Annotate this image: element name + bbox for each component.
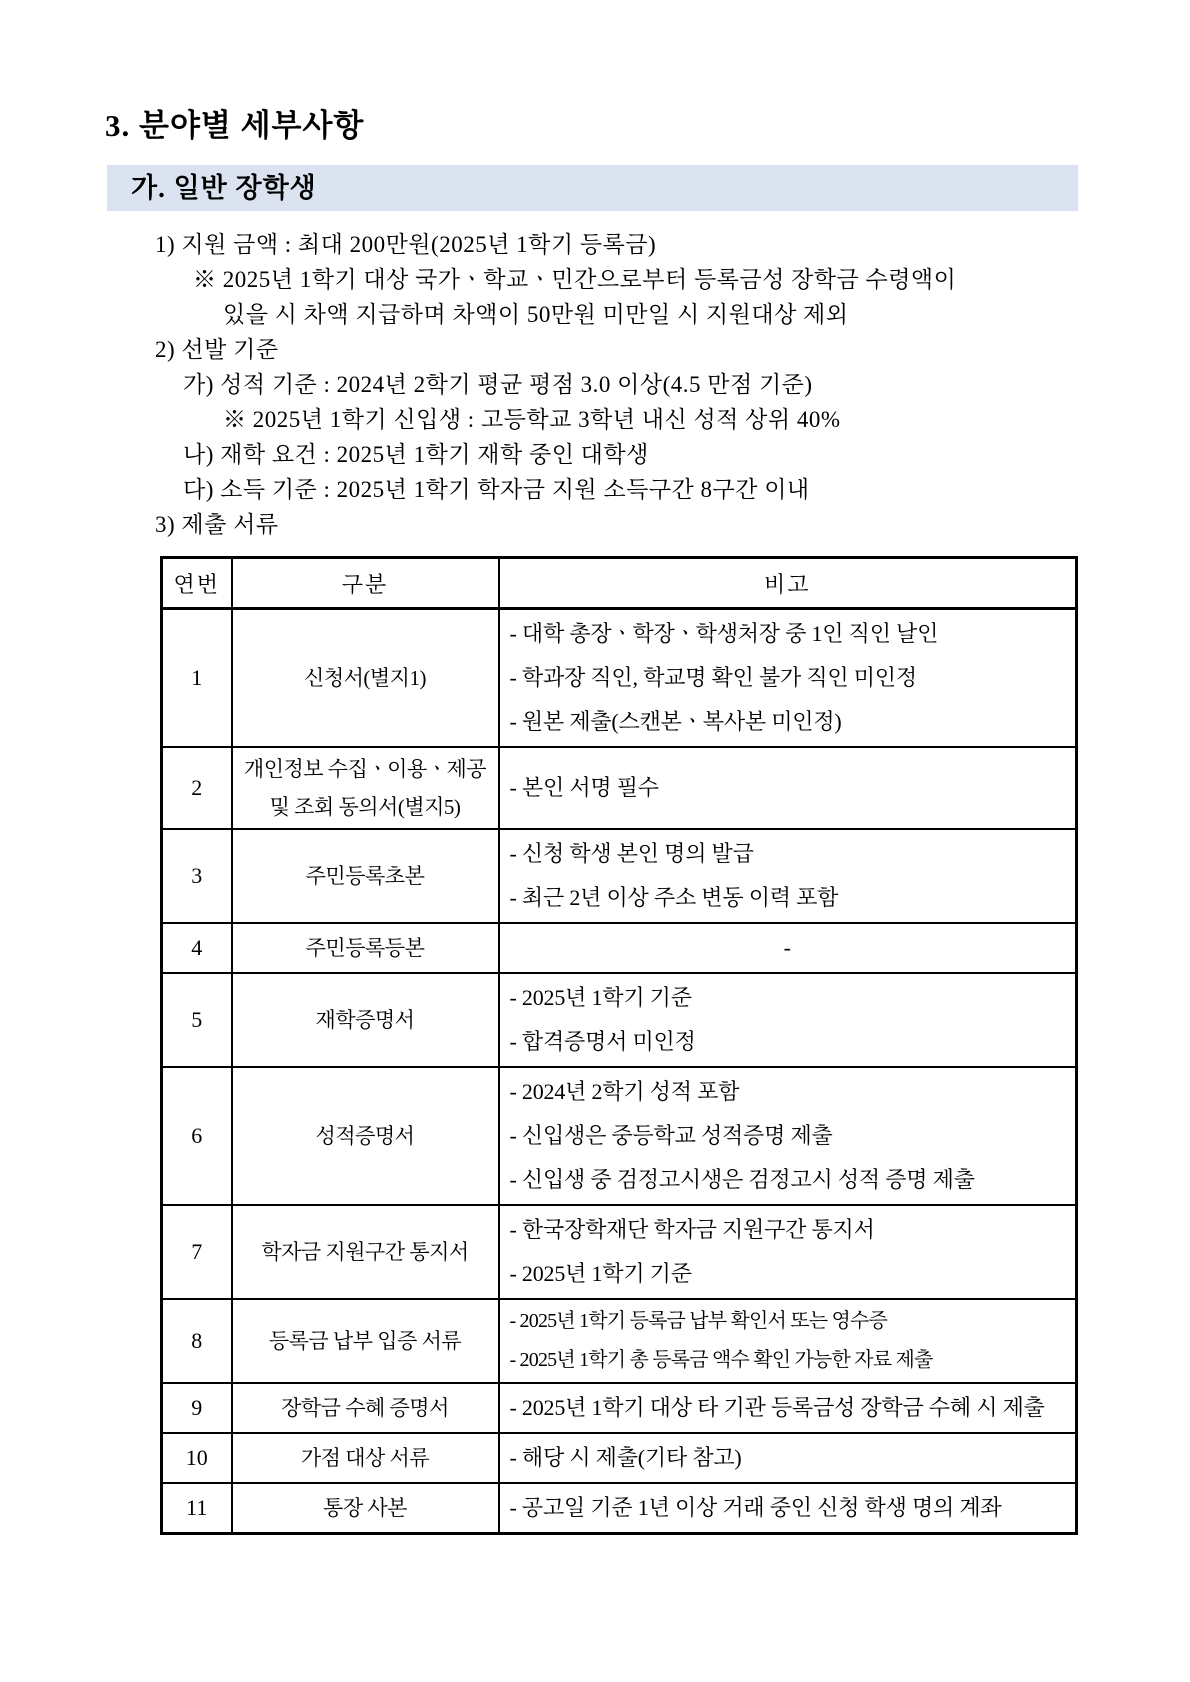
table-header-row — [162, 558, 1077, 609]
row-category-cell: 통장 사본 — [232, 1483, 499, 1534]
list-item: ※ 2025년 1학기 신입생 : 고등학교 3학년 내신 성적 상위 40% — [223, 407, 841, 432]
table-row — [162, 1433, 1077, 1483]
note-line: - 2025년 1학기 기준 — [509, 1261, 692, 1286]
row-number-cell: 8 — [162, 1299, 232, 1383]
note-line: - 신입생은 중등학교 성적증명 제출 — [509, 1123, 833, 1148]
note-line: - 학과장 직인, 학교명 확인 불가 직인 미인정 — [509, 665, 917, 690]
table-row — [162, 1299, 1077, 1383]
row-notes-cell — [499, 829, 1077, 923]
row-category-cell: 주민등록등본 — [232, 923, 499, 973]
list-item: 1) 지원 금액 : 최대 200만원(2025년 1학기 등록금) — [155, 232, 657, 257]
note-line: - 신입생 중 검정고시생은 검정고시 성적 증명 제출 — [509, 1167, 975, 1192]
page-title: 3. 분야별 세부사항 — [105, 108, 365, 143]
note-line: - 2025년 1학기 등록금 납부 확인서 또는 영수증 — [509, 1310, 888, 1332]
row-notes-cell — [499, 1067, 1077, 1205]
note-line: - 2025년 1학기 기준 — [509, 985, 692, 1010]
note-line: - 2025년 1학기 대상 타 기관 등록금성 장학금 수혜 시 제출 — [509, 1395, 1045, 1420]
table-row — [162, 1067, 1077, 1205]
section-header-label: 가. 일반 장학생 — [131, 173, 317, 203]
note-line: - 대학 총장ㆍ학장ㆍ학생처장 중 1인 직인 날인 — [509, 621, 939, 646]
row-category-cell: 개인정보 수집ㆍ이용ㆍ제공 및 조회 동의서(별지5) — [232, 747, 499, 829]
row-category-cell: 등록금 납부 입증 서류 — [232, 1299, 499, 1383]
table-row — [162, 609, 1077, 748]
row-notes-cell — [499, 973, 1077, 1067]
row-notes-cell — [499, 609, 1077, 748]
list-item: ※ 2025년 1학기 대상 국가ㆍ학교ㆍ민간으로부터 등록금성 장학금 수령액이 — [193, 267, 957, 292]
row-category-cell: 성적증명서 — [232, 1067, 499, 1205]
detail-list — [155, 227, 1190, 542]
note-line: - 2024년 2학기 성적 포함 — [509, 1079, 740, 1104]
row-number-cell: 1 — [162, 609, 232, 748]
row-number-cell: 2 — [162, 747, 232, 829]
note-line: - 본인 서명 필수 — [509, 775, 659, 800]
column-header-number: 연번 — [162, 558, 232, 609]
list-item: 2) 선발 기준 — [155, 337, 279, 362]
column-header-category: 구분 — [232, 558, 499, 609]
row-notes-cell — [499, 1483, 1077, 1534]
row-number-cell: 10 — [162, 1433, 232, 1483]
table-row — [162, 829, 1077, 923]
row-notes-cell — [499, 747, 1077, 829]
row-number-cell: 4 — [162, 923, 232, 973]
table-row — [162, 747, 1077, 829]
note-line: - 원본 제출(스캔본ㆍ복사본 미인정) — [509, 709, 842, 734]
row-category-cell: 가점 대상 서류 — [232, 1433, 499, 1483]
row-number-cell: 7 — [162, 1205, 232, 1299]
row-notes-cell — [499, 1299, 1077, 1383]
list-item: 가) 성적 기준 : 2024년 2학기 평균 평점 3.0 이상(4.5 만점 기준) — [183, 372, 813, 397]
table-row — [162, 1383, 1077, 1433]
row-category-cell: 장학금 수혜 증명서 — [232, 1383, 499, 1433]
list-item: 다) 소득 기준 : 2025년 1학기 학자금 지원 소득구간 8구간 이내 — [183, 477, 810, 502]
note-line: - 최근 2년 이상 주소 변동 이력 포함 — [509, 885, 839, 910]
table-row — [162, 1483, 1077, 1534]
row-category-cell: 학자금 지원구간 통지서 — [232, 1205, 499, 1299]
row-number-cell: 5 — [162, 973, 232, 1067]
row-number-cell: 9 — [162, 1383, 232, 1433]
row-notes-cell — [499, 1383, 1077, 1433]
note-line: - 신청 학생 본인 명의 발급 — [509, 841, 754, 866]
row-category-cell: 재학증명서 — [232, 973, 499, 1067]
note-line: - 2025년 1학기 총 등록금 액수 확인 가능한 자료 제출 — [509, 1349, 933, 1371]
column-header-notes: 비고 — [499, 558, 1077, 609]
note-line: - 합격증명서 미인정 — [509, 1029, 696, 1054]
note-line: - 공고일 기준 1년 이상 거래 중인 신청 학생 명의 계좌 — [509, 1495, 1002, 1520]
note-line: - 해당 시 제출(기타 참고) — [509, 1445, 742, 1470]
row-number-cell: 3 — [162, 829, 232, 923]
list-item: 나) 재학 요건 : 2025년 1학기 재학 중인 대학생 — [183, 442, 649, 467]
list-item: 있을 시 차액 지급하며 차액이 50만원 미만일 시 지원대상 제외 — [223, 302, 849, 327]
note-line: - 한국장학재단 학자금 지원구간 통지서 — [509, 1217, 875, 1242]
table-row — [162, 923, 1077, 973]
row-number-cell: 6 — [162, 1067, 232, 1205]
table-row — [162, 973, 1077, 1067]
list-item: 3) 제출 서류 — [155, 512, 279, 537]
row-notes-cell — [499, 923, 1077, 973]
section-header — [107, 165, 1078, 211]
note-line: - — [783, 935, 791, 960]
row-notes-cell — [499, 1433, 1077, 1483]
row-category-cell: 신청서(별지1) — [232, 609, 499, 748]
table-row — [162, 1205, 1077, 1299]
row-notes-cell — [499, 1205, 1077, 1299]
row-number-cell: 11 — [162, 1483, 232, 1534]
row-category-cell: 주민등록초본 — [232, 829, 499, 923]
submission-documents-table — [160, 556, 1078, 1535]
